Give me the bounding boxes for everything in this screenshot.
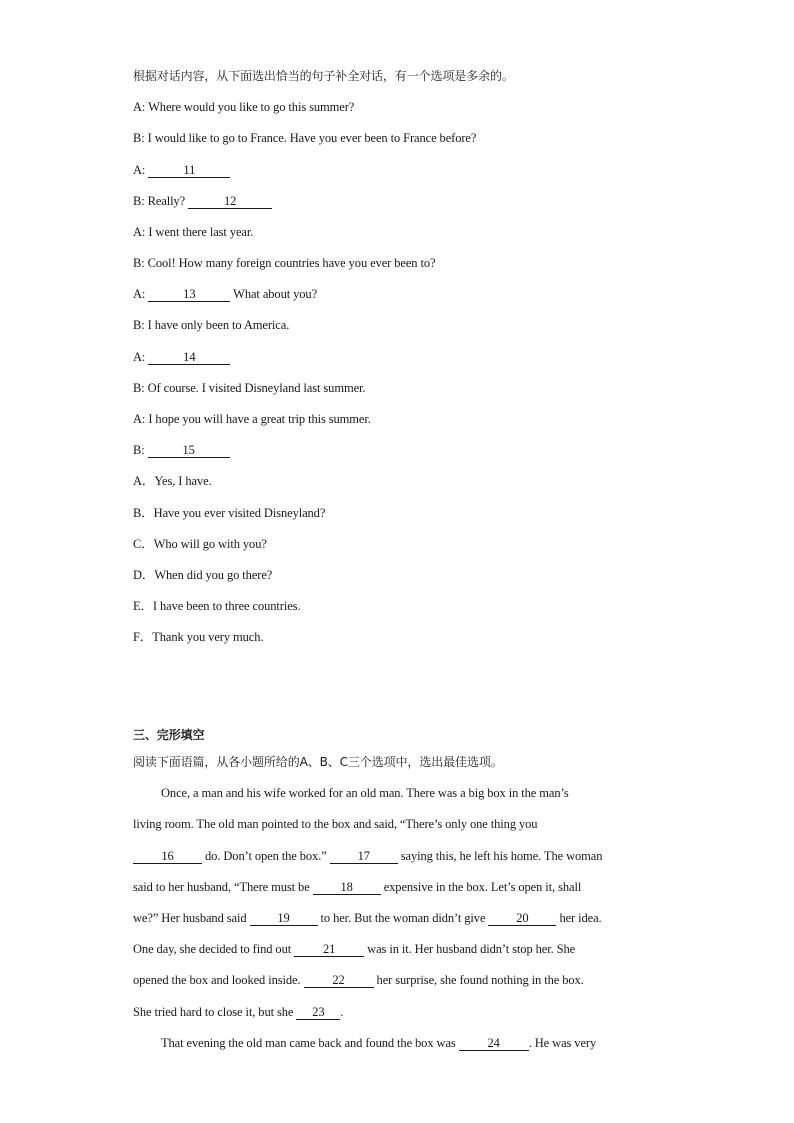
- dialogue-line: [133, 286, 317, 302]
- dialogue-line: [133, 411, 371, 427]
- passage-line: [133, 1004, 343, 1020]
- answer-blank-12[interactable]: 12: [188, 195, 272, 209]
- dialogue-line: [133, 317, 289, 333]
- dialogue-text: B:: [133, 443, 148, 457]
- passage-text: we?” Her husband said: [133, 911, 250, 925]
- dialogue-line: [133, 255, 435, 271]
- dialogue-text: A: I went there last year.: [133, 225, 254, 239]
- answer-blank-14[interactable]: 14: [148, 351, 230, 365]
- passage-text: living room. The old man pointed to the box and said, “There’s only one thing you: [133, 817, 538, 831]
- passage-line: [133, 972, 584, 988]
- option-a[interactable]: A．Yes, I have.: [133, 474, 212, 488]
- dialogue-text: A:: [133, 287, 149, 301]
- passage-text: said to her husband, “There must be: [133, 880, 313, 894]
- dialogue-text: What about you?: [230, 287, 318, 301]
- dialogue-text: A: I hope you will have a great trip this summer.: [133, 412, 371, 426]
- passage-line: [161, 785, 569, 801]
- answer-blank-24[interactable]: 24: [459, 1037, 529, 1051]
- passage-text: . He was very: [528, 1036, 597, 1050]
- passage-text: was in it. Her husband didn’t stop her. She: [364, 942, 576, 956]
- dialogue-text: B: I have only been to America.: [133, 318, 290, 332]
- dialogue-line: [133, 349, 230, 365]
- cloze-instruction: 阅读下面语篇，从各小题所给的A、B、C三个选项中，选出最佳选项。: [133, 755, 503, 769]
- passage-text: to her. But the woman didn’t give: [317, 911, 489, 925]
- passage-line: [133, 879, 581, 895]
- passage-text: do. Don’t open the box.”: [202, 849, 330, 863]
- dialogue-text: B: Really?: [133, 194, 189, 208]
- passage-text: .: [340, 1005, 344, 1019]
- dialogue-line: [133, 224, 253, 240]
- dialogue-text: B: Cool! How many foreign countries have you ever been to?: [133, 256, 436, 270]
- dialogue-text: B: I would like to go to France. Have you ever been to France before?: [133, 131, 477, 145]
- passage-line: [133, 910, 602, 926]
- dialogue-line: [133, 99, 354, 115]
- answer-blank-20[interactable]: 20: [488, 912, 556, 926]
- passage-text: That evening the old man came back and found the box was: [161, 1036, 459, 1050]
- passage-line: [133, 941, 575, 957]
- dialogue-text: A:: [133, 163, 149, 177]
- dialogue-text: A:: [133, 350, 149, 364]
- option-b[interactable]: B．Have you ever visited Disneyland?: [133, 506, 326, 520]
- option-d[interactable]: D．When did you go there?: [133, 568, 273, 582]
- dialogue-line: [133, 442, 230, 458]
- answer-blank-11[interactable]: 11: [148, 164, 230, 178]
- dialogue-line: [133, 380, 365, 396]
- passage-text: her surprise, she found nothing in the box.: [373, 973, 584, 987]
- passage-text: One day, she decided to find out: [133, 942, 295, 956]
- passage-text: Once, a man and his wife worked for an old man. There was a big box in the man’s: [161, 786, 569, 800]
- dialogue-line: [133, 193, 272, 209]
- option-e[interactable]: E．I have been to three countries.: [133, 599, 301, 613]
- answer-blank-13[interactable]: 13: [148, 288, 230, 302]
- answer-blank-18[interactable]: 18: [313, 881, 381, 895]
- answer-blank-19[interactable]: 19: [250, 912, 318, 926]
- dialogue-line: [133, 162, 230, 178]
- passage-line: [161, 1035, 596, 1051]
- answer-blank-23[interactable]: 23: [296, 1006, 340, 1020]
- answer-blank-17[interactable]: 17: [330, 850, 398, 864]
- passage-text: her idea.: [556, 911, 602, 925]
- section-heading: 三、完形填空: [133, 728, 205, 742]
- answer-blank-21[interactable]: 21: [294, 943, 364, 957]
- option-c[interactable]: C．Who will go with you?: [133, 537, 267, 551]
- answer-blank-22[interactable]: 22: [304, 974, 374, 988]
- passage-line: [133, 816, 537, 832]
- dialogue-text: A: Where would you like to go this summer?: [133, 100, 355, 114]
- passage-text: opened the box and looked inside.: [133, 973, 304, 987]
- passage-text: She tried hard to close it, but she: [133, 1005, 297, 1019]
- passage-line: [133, 848, 602, 864]
- dialogue-instruction: 根据对话内容，从下面选出恰当的句子补全对话，有一个选项是多余的。: [133, 69, 514, 83]
- passage-text: expensive in the box. Let’s open it, shall: [380, 880, 582, 894]
- answer-blank-15[interactable]: 15: [148, 444, 230, 458]
- option-f[interactable]: F．Thank you very much.: [133, 630, 264, 644]
- passage-text: saying this, he left his home. The woman: [397, 849, 603, 863]
- answer-blank-16[interactable]: 16: [133, 850, 202, 864]
- dialogue-text: B: Of course. I visited Disneyland last summer.: [133, 381, 366, 395]
- dialogue-line: [133, 130, 476, 146]
